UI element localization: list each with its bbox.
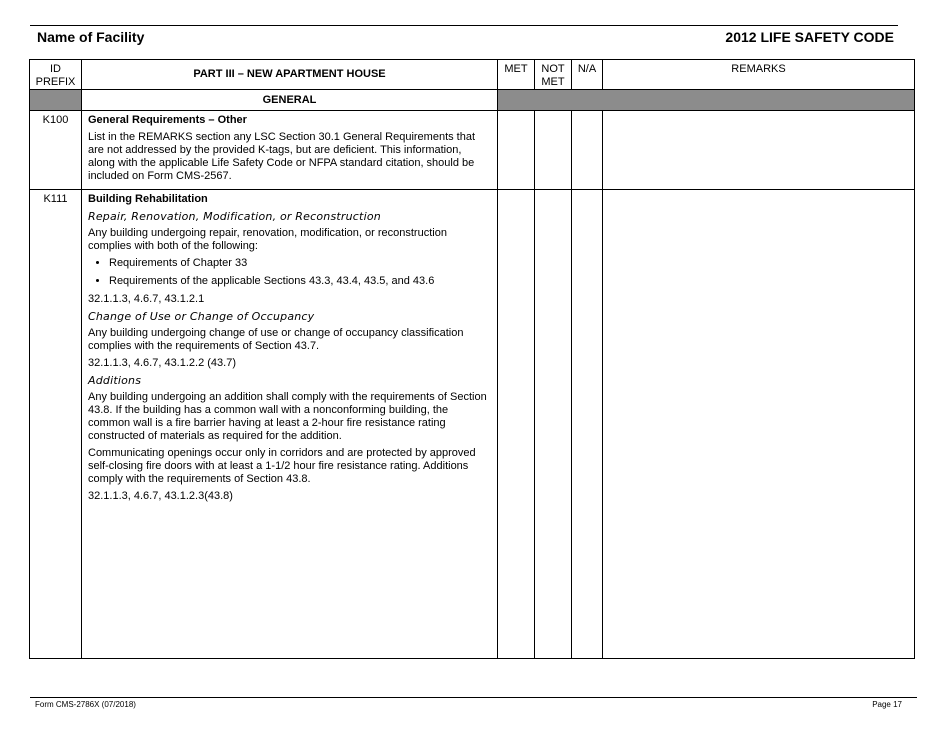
section-row: [30, 90, 915, 111]
page-number: Page 17: [872, 700, 902, 709]
form-id: Form CMS-2786X (07/2018): [35, 700, 136, 709]
k111-remarks-cell[interactable]: [603, 190, 915, 659]
k111-subheading-change-of-use: Change of Use or Change of Occupancy: [88, 310, 315, 323]
col-header-id-line1: ID: [50, 63, 61, 75]
col-header-not-met-line1: NOT: [541, 63, 565, 75]
k111-content: [82, 190, 498, 659]
k111-subheading-additions: Additions: [88, 374, 142, 387]
section-id-shade: [30, 90, 82, 111]
col-header-id-line2: PREFIX: [35, 76, 76, 88]
k111-reference-1: 32.1.1.3, 4.6.7, 43.1.2.1: [88, 293, 205, 305]
section-shade: [498, 90, 915, 111]
k111-bullet-1: • Requirements of Chapter 33: [109, 257, 491, 270]
k111-met-cell[interactable]: [498, 190, 535, 659]
k111-not-met-cell[interactable]: [535, 190, 572, 659]
k100-id: K100: [30, 111, 82, 190]
k100-remarks-cell[interactable]: [603, 111, 915, 190]
k100-met-cell[interactable]: [498, 111, 535, 190]
col-header-not-met: [535, 60, 572, 90]
k111-bullet-2: • Requirements of the applicable Sections 43.3, 43.4, 43.5, and 43.6: [109, 275, 491, 288]
facility-name-label: Name of Facility: [37, 29, 145, 45]
k111-title: Building Rehabilitation: [88, 193, 208, 205]
table-header-row: [30, 60, 915, 90]
k111-paragraph-3: Any building undergoing an addition shall comply with the requirements of Section 43.8. If the building has a common wall with a nonconforming building, the common wall is a fire barrier having at least a 2-hour fire resistance rating constructed of materials as required for the addition.: [88, 391, 487, 442]
k100-content: [82, 111, 498, 190]
table-row-k111: [30, 190, 915, 659]
k111-reference-2: 32.1.1.3, 4.6.7, 43.1.2.2 (43.7): [88, 357, 236, 369]
table-row-k100: [30, 111, 915, 190]
k111-reference-3: 32.1.1.3, 4.6.7, 43.1.2.3(43.8): [88, 490, 233, 502]
k100-title: General Requirements – Other: [88, 114, 247, 126]
code-title: 2012 LIFE SAFETY CODE: [725, 29, 894, 45]
col-header-remarks: REMARKS: [603, 60, 915, 90]
k111-paragraph-2: Any building undergoing change of use or change of occupancy classification complies with the requirements of Section 43.7.: [88, 327, 464, 352]
k111-subheading-repair: Repair, Renovation, Modification, or Reconstruction: [88, 210, 381, 223]
footer-rule: [30, 697, 917, 698]
col-header-part: PART III – NEW APARTMENT HOUSE: [82, 60, 498, 90]
section-title: GENERAL: [82, 90, 498, 111]
k100-text: List in the REMARKS section any LSC Section 30.1 General Requirements that are not addressed by the provided K-tags, but are deficient. This information, along with the applicable Life Safety Code or NFPA standard citation, should be included on Form CMS-2567.: [88, 131, 476, 182]
col-header-na: N/A: [572, 60, 603, 90]
k100-na-cell[interactable]: [572, 111, 603, 190]
col-header-not-met-line2: MET: [541, 76, 565, 88]
header-rule: [30, 25, 898, 26]
col-header-id: [30, 60, 82, 90]
col-header-met: MET: [498, 60, 535, 90]
k111-bullet-list: [88, 257, 491, 288]
survey-table: [29, 59, 915, 659]
k111-id: K111: [30, 190, 82, 659]
k100-not-met-cell[interactable]: [535, 111, 572, 190]
k111-paragraph-1: Any building undergoing repair, renovation, modification, or reconstruction complies with both of the following:: [88, 227, 447, 252]
k111-na-cell[interactable]: [572, 190, 603, 659]
k111-paragraph-4: Communicating openings occur only in corridors and are protected by approved self-closing fire doors with at least a 1-1/2 hour fire resistance rating. Additions comply with the requirements of Section 43.8.: [88, 447, 476, 485]
